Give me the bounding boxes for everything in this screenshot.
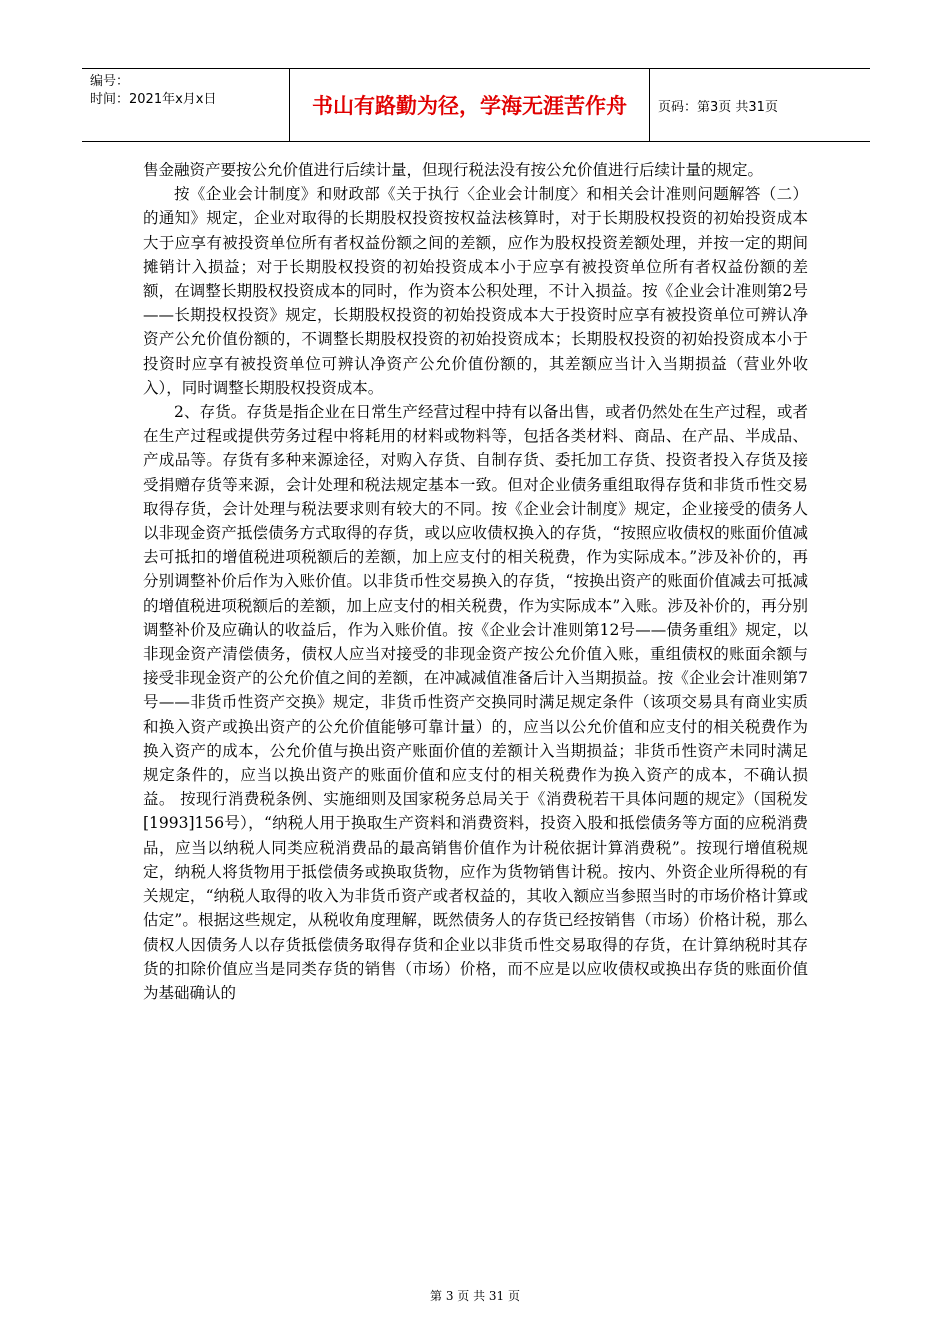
header-meta xyxy=(82,69,290,141)
paragraph-inventory: 2、存货。存货是指企业在日常生产经营过程中持有以备出售，或者仍然处在生产过程，或者在生产过程或提供劳务过程中将耗用的材料或物料等，包括各类材料、商品、在产品、半成品、产成品等。存货有多种来源途径，对购入存货、自制存货、委托加工存货、投资者投入存货及接受捐赠存货等来源，会计处理和税法规定基本一致。但对企业债务重组取得存货和非货币性交易取得存货，会计处理与税法要求则有较大的不同。按《企业会计制度》规定，企业接受的债务人以非现金资产抵偿债务方式取得的存货，或以应收债权换入的存货，“按照应收债权的账面价值减去可抵扣的增值税进项税额后的差额，加上应支付的相关税费，作为实际成本。”涉及补价的，再分别调整补价后作为入账价值。以非货币性交易换入的存货，“按换出资产的账面价值减去可抵减的增值税进项税额后的差额，加上应支付的相关税费，作为实际成本”入账。涉及补价的，再分别调整补价及应确认的收益后，作为入账价值。按《企业会计准则第12号——债务重组》规定，以非现金资产清偿债务，债权人应当对接受的非现金资产按公允价值入账，重组债权的账面余额与接受非现金资产的公允价值之间的差额，在冲减减值准备后计入当期损益。按《企业会计准则第7号——非货币性资产交换》规定，非货币性资产交换同时满足规定条件（该项交易具有商业实质和换入资产或换出资产的公允价值能够可靠计量）的，应当以公允价值和应支付的相关税费作为换入资产的成本，公允价值与换出资产账面价值的差额计入当期损益；非货币性资产未同时满足规定条件的，应当以换出资产的账面价值和应支付的相关税费作为换入资产的成本，不确认损益。 按现行消费税条例、实施细则及国家税务总局关于《消费税若干具体问题的规定》（国税发[1993]156号），“纳税人用于换取生产资料和消费资料，投资入股和抵偿债务等方面的应税消费品，应当以纳税人同类应税消费品的最高销售价值作为计税依据计算消费税”。按现行增值税规定，纳税人将货物用于抵偿债务或换取货物，应作为货物销售计税。按内、外资企业所得税的有关规定，“纳税人取得的收入为非货币资产或者权益的，其收入额应当参照当时的市场价格计算或估定”。根据这些规定，从税收角度理解，既然债务人的存货已经按销售（市场）价格计税，那么债权人因债务人以存货抵偿债务取得存货和企业以非货币性交易取得的存货，在计算纳税时其存货的扣除价值应当是同类存货的销售（市场）价格，而不应是以应收债权或换出存货的账面价值为基础确认的 xyxy=(143,403,808,1002)
paragraph-continuation: 售金融资产要按公允价值进行后续计量，但现行税法没有按公允价值进行后续计量的规定。 xyxy=(143,161,764,179)
paragraph-equity-investment: 按《企业会计制度》和财政部《关于执行〈企业会计制度〉和相关会计准则问题解答（二）的通知》规定，企业对取得的长期股权投资按权益法核算时，对于长期股权投资的初始投资成本大于应享有被投资单位所有者权益份额之间的差额，应作为股权投资差额处理，并按一定的期间摊销计入损益；对于长期股权投资的初始投资成本小于应享有被投资单位所有者权益份额的差额，在调整长期股权投资成本的同时，作为资本公积处理，不计入损益。按《企业会计准则第2号——长期投权投资》规定，长期股权投资的初始投资成本大于投资时应享有被投资单位可辨认净资产公允价值份额的，不调整长期股权投资的初始投资成本；长期股权投资的初始投资成本小于投资时应享有被投资单位可辨认净资产公允价值份额的，其差额应当计入当期损益（营业外收入），同时调整长期股权投资成本。 xyxy=(143,185,808,397)
header-motto: 书山有路勤为径，学海无涯苦作舟 xyxy=(290,69,650,141)
page-footer: 第 3 页 共 31 页 xyxy=(430,1289,520,1303)
serial-label: 编号： xyxy=(90,74,130,89)
document-body xyxy=(143,158,808,1005)
page-header xyxy=(82,68,870,142)
header-page-info: 页码：第3页 共31页 xyxy=(658,99,778,115)
date-line: 时间：2021年x月x日 xyxy=(90,92,217,107)
